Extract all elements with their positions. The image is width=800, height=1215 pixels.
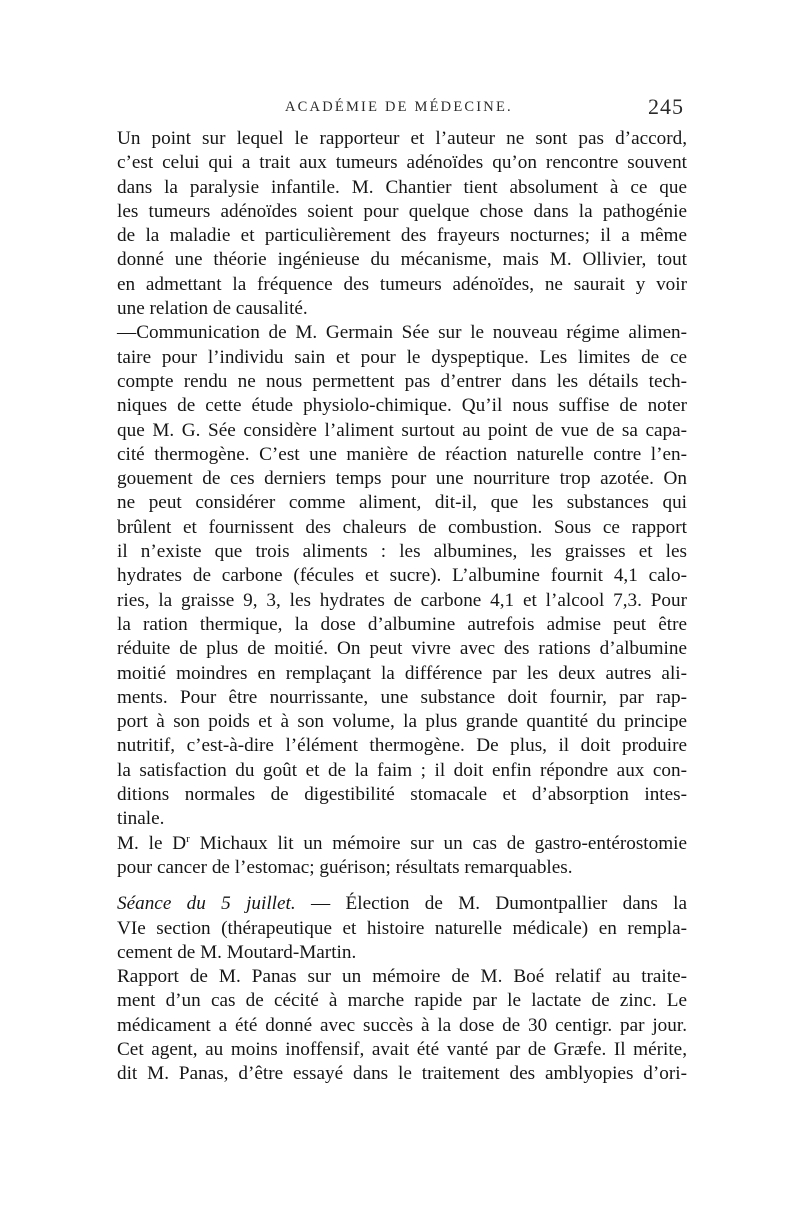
text-line: donné une théorie ingénieuse du mécanisme, mais M. Ollivier, tout [117, 249, 687, 271]
text-line: ments. Pour être nourrissante, une substance doit fournir, par rap- [117, 686, 687, 708]
text-line: les tumeurs adénoïdes soient pour quelque chose dans la pathogénie [117, 200, 687, 222]
text-line: ne peut considérer comme aliment, dit-il, que les substances qui [117, 492, 687, 514]
text-line: dit M. Panas, d’être essayé dans le traitement des amblyopies d’ori- [117, 1063, 687, 1085]
paragraph-2 [117, 321, 687, 831]
text-run: M. le D [117, 832, 187, 854]
text-line [117, 892, 687, 916]
text-line: port à son poids et à son volume, la plus grande quantité du principe [117, 711, 687, 733]
text-line: cité thermogène. C’est une manière de réaction naturelle contre l’en- [117, 443, 687, 465]
text-run: — Élection de M. Dumontpallier dans la [295, 893, 687, 915]
text-line: Un point sur lequel le rapporteur et l’auteur ne sont pas d’accord, [117, 128, 687, 149]
text-line: médicament a été donné avec succès à la dose de 30 centigr. par jour. [117, 1014, 687, 1036]
text-line: compte rendu ne nous permettent pas d’entrer dans les détails tech- [117, 370, 687, 392]
text-line: ries, la graisse 9, 3, les hydrates de carbone 4,1 et l’alcool 7,3. Pour [117, 589, 687, 611]
text-line: gouement de ces derniers temps pour une nourriture trop azotée. On [117, 468, 687, 490]
text-line: hydrates de carbone (fécules et sucre). L’albumine fournit 4,1 calo- [117, 565, 687, 587]
text-line: une relation de causalité. [117, 298, 308, 320]
text-line: en admettant la fréquence des tumeurs adénoïdes, ne saurait y voir [117, 273, 687, 295]
paragraph-1 [117, 127, 687, 321]
text-line: taire pour l’individu sain et pour le dyspeptique. Les limites de ce [117, 346, 687, 368]
session-date: Séance du 5 juillet. [117, 893, 296, 915]
text-line: brûlent et fournissent des chaleurs de combustion. Sous ce rapport [117, 516, 687, 538]
text-line: c’est celui qui a trait aux tumeurs adénoïdes qu’on rencontre souvent [117, 152, 687, 174]
running-title: ACADÉMIE DE MÉDECINE. [285, 99, 513, 115]
text-line: tinale. [117, 808, 165, 830]
running-head [0, 94, 800, 123]
text-line: de la maladie et particulièrement des frayeurs nocturnes; il a même [117, 225, 687, 247]
text-line: réduite de plus de moitié. On peut vivre avec des rations d’albumine [117, 638, 687, 660]
text-line: il n’existe que trois aliments : les albumines, les graisses et les [117, 541, 687, 563]
text-line: VIe section (thérapeutique et histoire naturelle médicale) en rempla- [117, 917, 687, 939]
text-line: moitié moindres en remplaçant la différence par les deux autres ali- [117, 662, 687, 684]
page-number: 245 [648, 94, 684, 119]
paragraph-4 [117, 892, 687, 965]
paragraph-5 [117, 965, 687, 1086]
text-line: —Communication de M. Germain Sée sur le nouveau régime alimen- [117, 322, 687, 344]
text-line: Rapport de M. Panas sur un mémoire de M. Boé relatif au traite- [117, 966, 687, 988]
superscript: r [186, 832, 190, 845]
text-line: la ration thermique, la dose d’albumine autrefois admise peut être [117, 613, 687, 635]
text-line: pour cancer de l’estomac; guérison; résultats remarquables. [117, 856, 573, 878]
body-text [117, 127, 687, 1087]
text-run: Michaux lit un mémoire sur un cas de gastro-entérostomie [189, 832, 688, 854]
text-line: Cet agent, au moins inoffensif, avait été vanté par de Græfe. Il mérite, [117, 1038, 687, 1060]
text-line: que M. G. Sée considère l’aliment surtout au point de vue de sa capa- [117, 419, 687, 441]
text-line: nutritif, c’est-à-dire l’élément thermogène. De plus, il doit produire [117, 735, 687, 757]
text-line: ment d’un cas de cécité à marche rapide par le lactate de zinc. Le [117, 990, 687, 1012]
text-line [117, 832, 687, 856]
text-line: niques de cette étude physiolo-chimique. Qu’il nous suffise de noter [117, 395, 687, 417]
text-line: cement de M. Moutard-Martin. [117, 941, 357, 963]
text-line: ditions normales de digestibilité stomacale et d’absorption intes- [117, 784, 687, 806]
paragraph-3 [117, 832, 687, 881]
text-line: la satisfaction du goût et de la faim ; il doit enfin répondre aux con- [117, 759, 687, 781]
text-line: dans la paralysie infantile. M. Chantier tient absolument à ce que [117, 176, 687, 198]
